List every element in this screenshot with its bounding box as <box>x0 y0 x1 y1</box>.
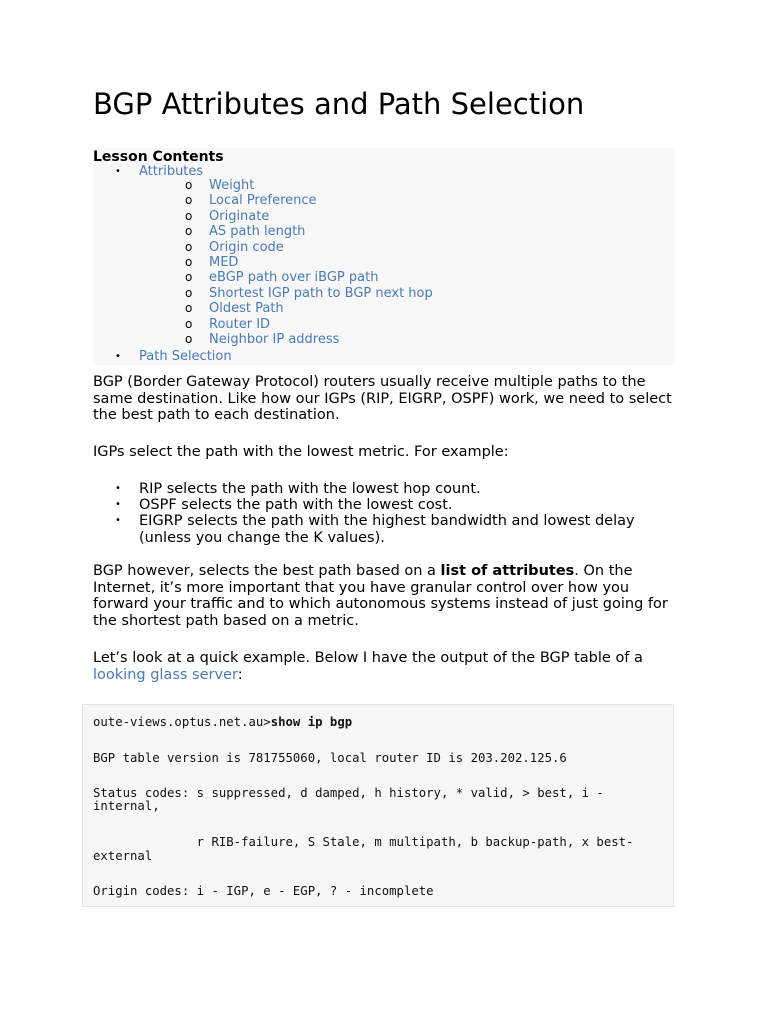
circle-bullet-icon: o <box>185 208 193 223</box>
paragraph-text: BGP however, selects the best path based on a <box>93 563 441 579</box>
circle-bullet-icon: o <box>185 224 193 239</box>
code-line: Origin codes: i - IGP, e - EGP, ? - incomplete <box>93 884 434 898</box>
code-line: internal, <box>93 799 160 813</box>
circle-bullet-icon: o <box>185 239 193 254</box>
toc-link-path-selection[interactable]: Path Selection <box>139 349 232 364</box>
bold-text: list of attributes <box>440 563 575 579</box>
bgp-attributes-paragraph <box>93 563 673 629</box>
igp-paragraph: IGPs select the path with the lowest metric. For example: <box>93 444 509 460</box>
intro-paragraph: BGP (Border Gateway Protocol) routers usually receive multiple paths to the same destination. Like how our IGPs (RIP, EIGRP, OSPF) work, we need to select the best path to each destination. <box>93 374 672 424</box>
code-line: BGP table version is 781755060, local router ID is 203.202.125.6 <box>93 751 567 765</box>
lesson-contents-heading: Lesson Contents <box>93 149 224 165</box>
circle-bullet-icon: o <box>185 331 193 346</box>
circle-bullet-icon: o <box>185 254 193 269</box>
code-line: external <box>93 849 153 863</box>
code-block <box>82 704 674 907</box>
code-line: Status codes: s suppressed, d damped, h history, * valid, > best, i - <box>93 786 604 800</box>
toc-link-oldest-path[interactable]: Oldest Path <box>209 301 284 317</box>
example-paragraph <box>93 650 673 683</box>
toc-link-originate[interactable]: Originate <box>209 208 270 224</box>
bullet-icon: • <box>115 166 121 177</box>
list-item-text: EIGRP selects the path with the highest bandwidth and lowest delay (unless you change the K values). <box>139 513 635 546</box>
list-item-text: OSPF selects the path with the lowest cost. <box>139 497 453 514</box>
toc-link-neighbor-ip[interactable]: Neighbor IP address <box>209 331 340 347</box>
igp-metric-list <box>93 481 673 546</box>
toc-link-attributes[interactable]: Attributes <box>139 164 204 179</box>
paragraph-text: Let’s look at a quick example. Below I have the output of the BGP table of a <box>93 650 643 666</box>
toc-link-weight[interactable]: Weight <box>209 178 255 193</box>
circle-bullet-icon: o <box>185 285 193 300</box>
toc-link-as-path-length[interactable]: AS path length <box>209 224 306 240</box>
list-item <box>93 513 673 545</box>
toc-link-router-id[interactable]: Router ID <box>209 316 271 332</box>
looking-glass-link[interactable]: looking glass server <box>93 666 238 683</box>
list-item-text: RIP selects the path with the lowest hop count. <box>139 481 481 497</box>
cli-command: show ip bgp <box>270 715 353 729</box>
cli-prompt: oute-views.optus.net.au> <box>93 715 271 729</box>
circle-bullet-icon: o <box>185 193 193 208</box>
toc-link-origin-code[interactable]: Origin code <box>209 239 284 255</box>
bullet-icon: • <box>115 515 121 527</box>
paragraph-text: : <box>237 666 243 683</box>
circle-bullet-icon: o <box>185 316 193 331</box>
list-item <box>93 481 673 497</box>
code-line: r RIB-failure, S Stale, m multipath, b backup-path, x best- <box>93 835 634 849</box>
toc-link-ebgp-over-ibgp[interactable]: eBGP path over iBGP path <box>209 270 379 286</box>
lesson-contents <box>93 148 675 365</box>
toc-link-med[interactable]: MED <box>209 254 239 270</box>
bullet-icon: • <box>115 499 121 511</box>
code-line-prompt <box>93 715 352 729</box>
toc-link-local-preference[interactable]: Local Preference <box>209 193 317 209</box>
list-item <box>93 497 673 513</box>
paragraph-text: . On the Internet, it’s more important that you have granular control over how you forward your traffic and to which autonomous systems instead of just going for the shortest path based on a metric. <box>93 563 668 629</box>
toc-link-shortest-igp-path[interactable]: Shortest IGP path to BGP next hop <box>209 285 433 301</box>
page-title: BGP Attributes and Path Selection <box>93 87 585 121</box>
circle-bullet-icon: o <box>185 178 193 192</box>
bullet-icon: • <box>115 351 121 362</box>
circle-bullet-icon: o <box>185 301 193 316</box>
bullet-icon: • <box>115 483 121 494</box>
circle-bullet-icon: o <box>185 270 193 285</box>
